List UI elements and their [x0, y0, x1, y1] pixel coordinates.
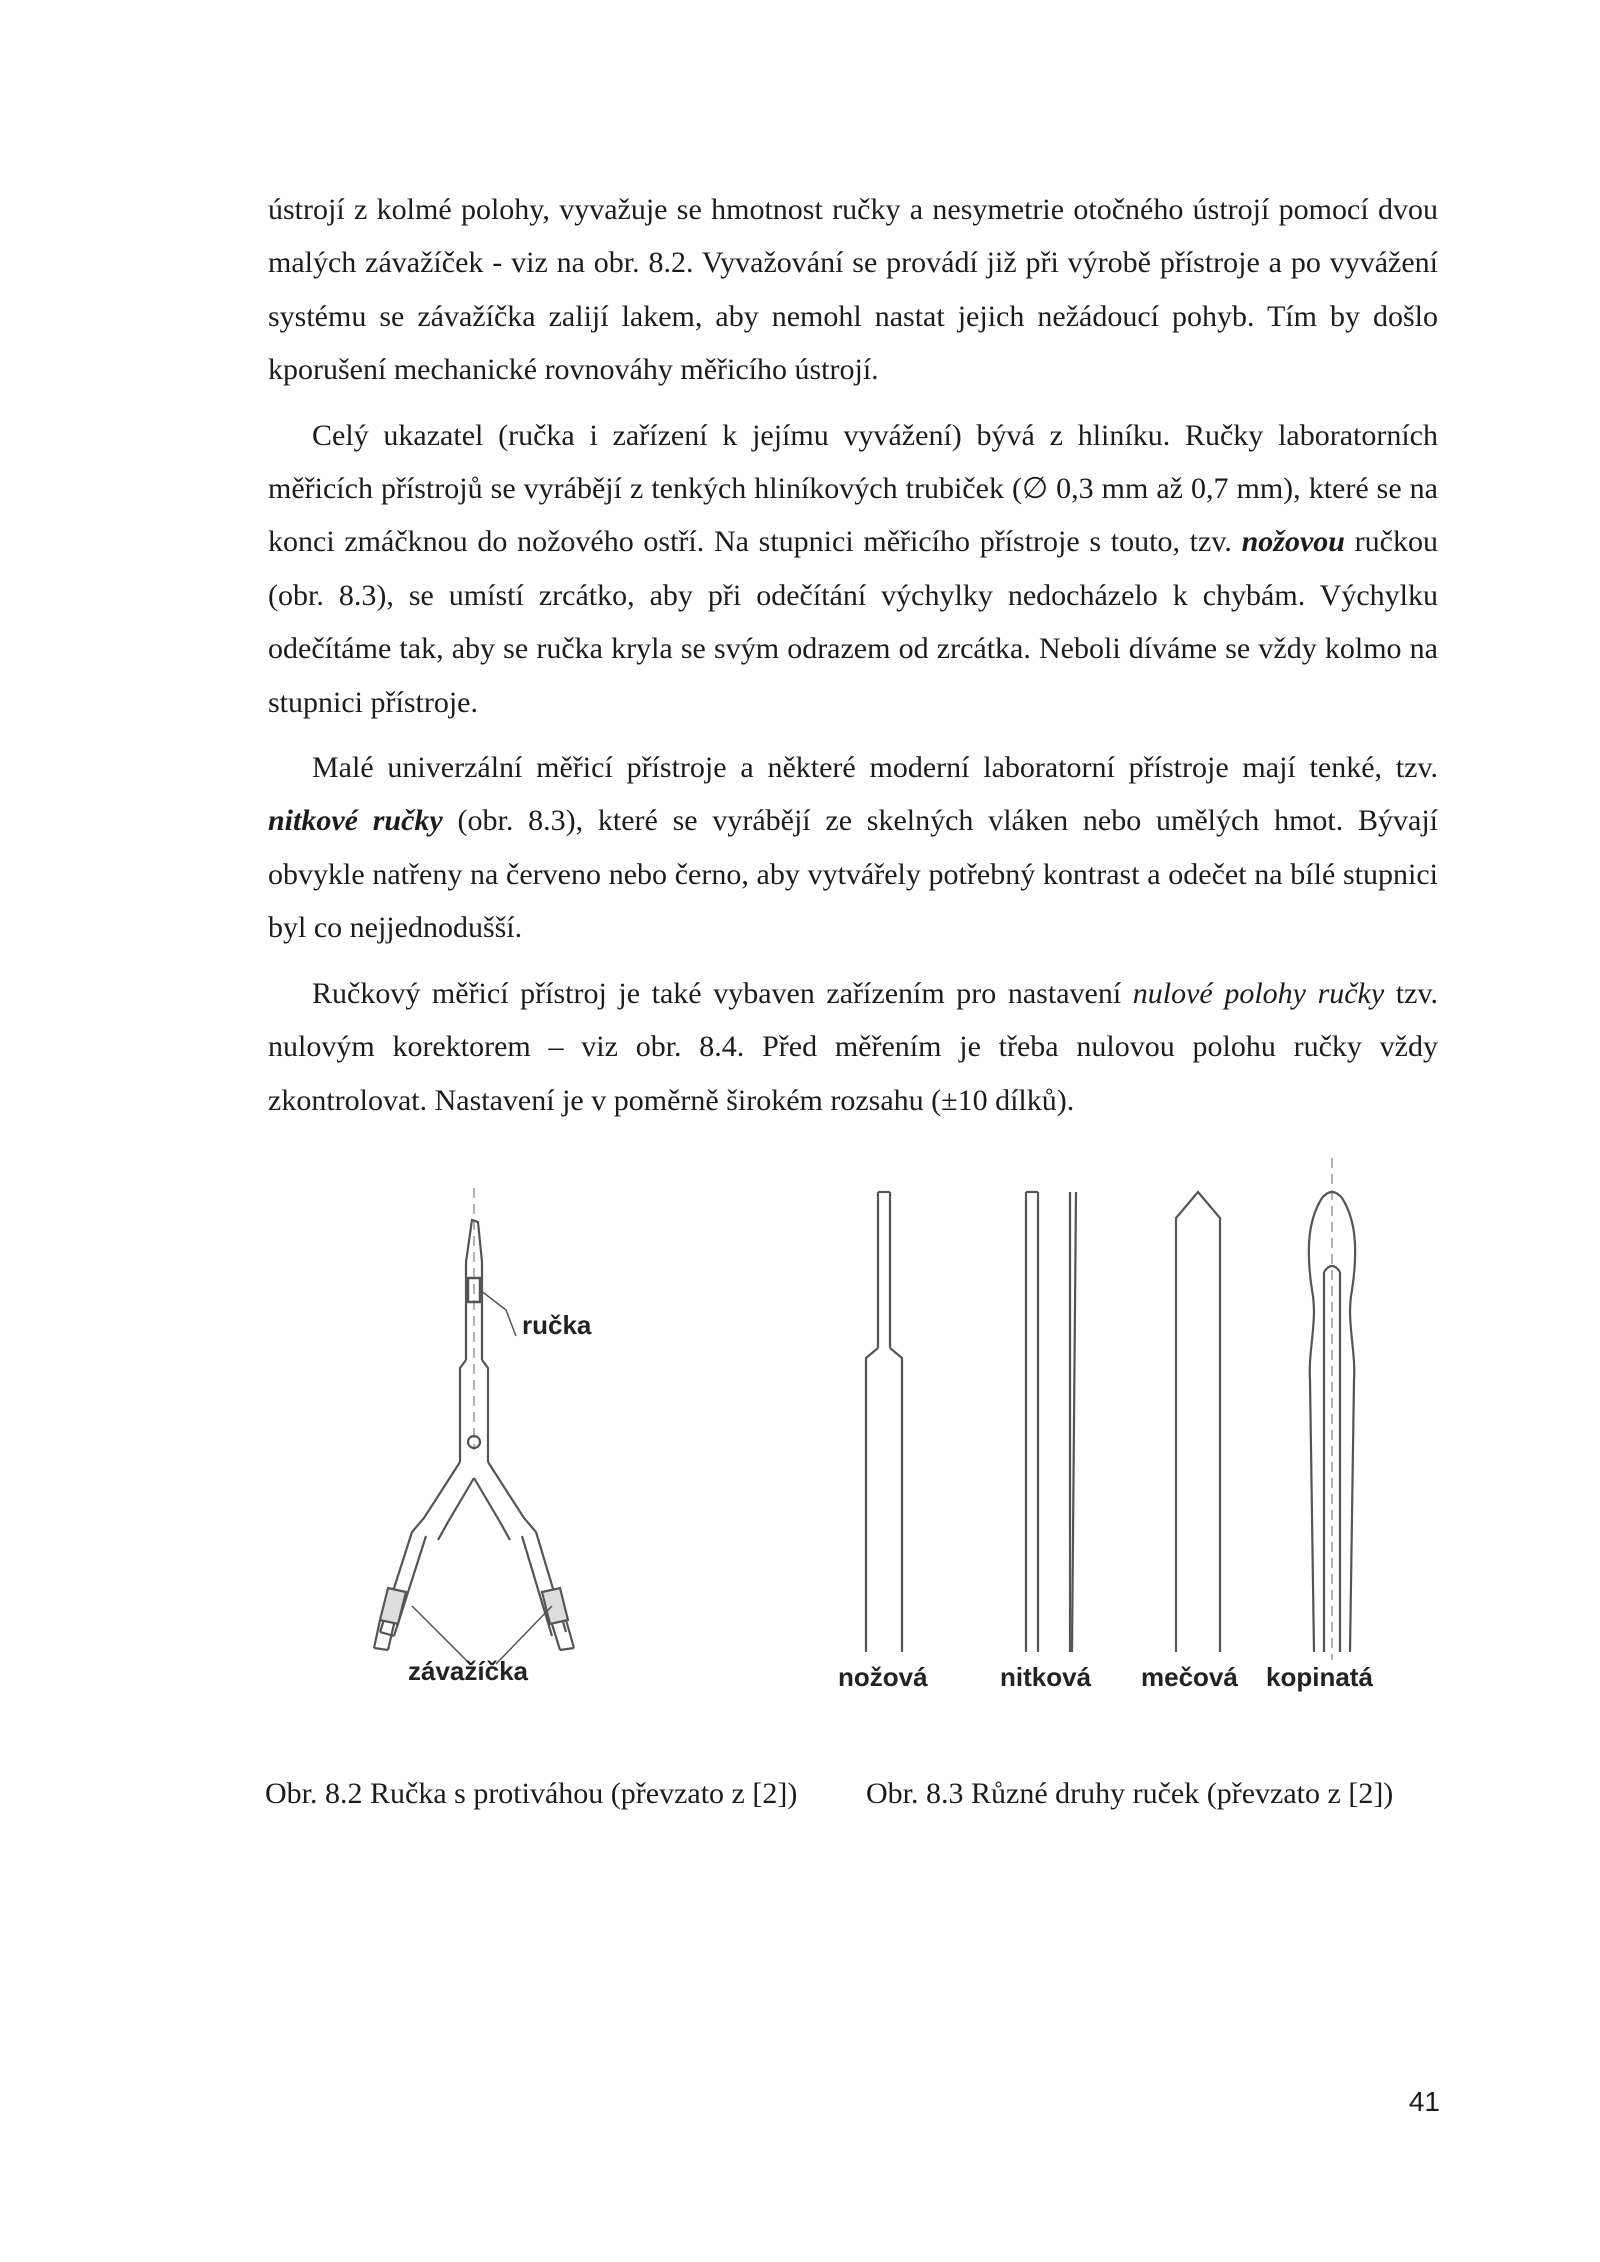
paragraph-2: Celý ukazatel (ručka i zařízení k jejímu vyvážení) bývá z hliníku. Ručky laboratorních měřicích přístrojů se vyrábějí z tenkých hliníkových trubiček (∅ 0,3 mm až 0,7 mm), které se na konci zmáčknou do nožového ostří. Na stupnici měřicího přístroje s touto, tzv. nožovou ručkou (obr. 8.3), se umístí zrcátko, aby při odečítání výchylky nedocházelo k chybám. Výchylku odečítáme tak, aby se ručka kryla se svým odrazem od zrcátka. Neboli díváme se vždy kolmo na stupnici přístroje.	[268, 418, 1438, 719]
pointer-type-mecova-drawing	[1176, 1192, 1220, 1652]
body-text	[268, 183, 1438, 1127]
paragraph-3: Malé univerzální měřicí přístroje a některé moderní laboratorní přístroje mají tenké, tzv. nitkové ručky (obr. 8.3), které se vyrábějí ze skelných vláken nebo umělých hmot. Bývají obvykle natřeny na červeno nebo černo, aby vytvářely potřebný kontrast a odečet na bílé stupnici byl co nejjednodušší.	[268, 751, 1438, 945]
term-nozova: nožovou	[1241, 525, 1345, 559]
label-nitkova: nitková	[1000, 1662, 1092, 1692]
pointer-type-nitkova-drawing	[1026, 1192, 1076, 1652]
caption-figure-8-2: Obr. 8.2 Ručka s protiváhou (převzato z [2])	[265, 1777, 798, 1810]
label-nozova: nožová	[838, 1662, 928, 1692]
term-nitkove: nitkové ručky	[268, 804, 443, 838]
paragraph-4: Ručkový měřicí přístroj je také vybaven zařízením pro nastavení nulové polohy ručky tzv. nulovým korektorem – viz obr. 8.4. Před měřením je třeba nulovou polohu ručky vždy zkontrolovat. Nastavení je v poměrně širokém rozsahu (±10 dílků).	[268, 976, 1439, 1117]
label-zavazicka: závažíčka	[408, 1656, 528, 1686]
label-rucka: ručka	[522, 1310, 592, 1340]
term-nulove-polohy: nulové polohy ručky	[1132, 976, 1385, 1010]
label-kopinata: kopinatá	[1266, 1662, 1373, 1692]
paragraph-1: ústrojí z kolmé polohy, vyvažuje se hmotnost ručky a nesymetrie otočného ústrojí pomocí dvou malých závažíček - viz na obr. 8.2. Vyvažování se provádí již při výrobě přístroje a po vyvážení systému se závažíčka zalijí lakem, aby nemohl nastat jejich nežádoucí pohyb. Tím by došlo kporušení mechanické rovnováhy měřicího ústrojí.	[268, 193, 1438, 387]
page-number: 41	[1408, 2086, 1440, 2117]
pointer-type-nozova-drawing	[866, 1192, 902, 1652]
pointer-type-kopinata-drawing	[1309, 1158, 1355, 1660]
pointer-with-counterweight-drawing	[374, 1188, 574, 1664]
caption-figure-8-3: Obr. 8.3 Různé druhy ruček (převzato z [2])	[866, 1777, 1394, 1810]
label-mecova: mečová	[1141, 1662, 1238, 1692]
